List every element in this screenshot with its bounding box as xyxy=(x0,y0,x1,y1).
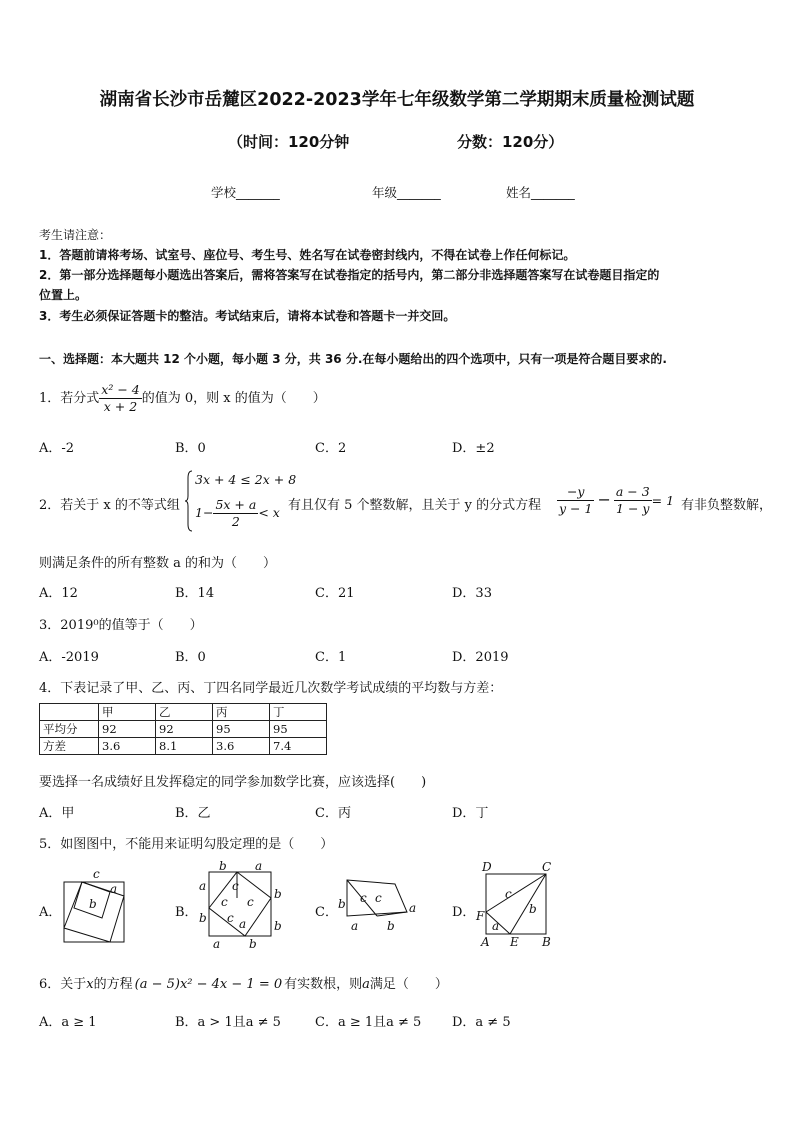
q1-option-a[interactable]: A．-2 xyxy=(39,441,75,456)
q5-option-c[interactable]: C． xyxy=(315,905,338,920)
q2-ineq2-fraction xyxy=(213,497,258,530)
q1-option-c[interactable]: C．2 xyxy=(315,441,347,456)
fig-b-label: b xyxy=(199,911,207,925)
q5-option-d[interactable]: D． xyxy=(452,905,476,920)
fig-d-label: B xyxy=(542,935,551,949)
school-field[interactable]: 学校_______ xyxy=(211,185,280,200)
q2-f2-den: 1 − y xyxy=(616,501,650,516)
fig-a-label: b xyxy=(89,897,97,911)
fig-d-label: E xyxy=(510,935,519,949)
q2-brace xyxy=(185,470,193,532)
table-cell xyxy=(40,704,99,721)
fig-d-label: a xyxy=(492,919,500,933)
note-3: 3．考生必须保证答题卡的整洁。考试结束后，请将本试卷和答题卡一并交回。 xyxy=(39,309,456,323)
note-1: 1．答题前请将考场、试室号、座位号、考生号、姓名写在试卷密封线内，不得在试卷上作任何标记。 xyxy=(39,248,576,262)
fig-c-label: a xyxy=(351,919,359,933)
table-cell: 8.1 xyxy=(156,738,213,755)
q2-option-a[interactable]: A．12 xyxy=(39,586,78,601)
fig-c-label: a xyxy=(409,901,417,915)
q2-f1-num: −y xyxy=(557,484,594,501)
fig-b-label: b xyxy=(219,859,227,873)
q2-equals: = 1 xyxy=(651,493,675,508)
fig-d-label: b xyxy=(529,902,537,916)
table-cell: 甲 xyxy=(99,704,156,721)
q3-option-b[interactable]: B．0 xyxy=(175,650,206,665)
q1-post: 的值为 0，则 x 的值为（ ） xyxy=(141,391,326,406)
q2-inequality-1: 3x + 4 ≤ 2x + 8 xyxy=(195,472,297,487)
fig-c-label: c xyxy=(360,891,367,905)
table-row xyxy=(40,704,327,721)
q5-option-a[interactable]: A． xyxy=(39,905,62,920)
q2-mid: 有且仅有 5 个整数解，且关于 y 的分式方程 xyxy=(288,498,542,513)
q6-var-a: a xyxy=(362,977,370,992)
table-cell: 92 xyxy=(156,721,213,738)
note-2: 2．第一部分选择题每小题选出答案后，需将答案写在试卷指定的括号内，第二部分非选择题答案写在试卷题目指定的 xyxy=(39,268,660,282)
figure-b xyxy=(197,858,287,954)
q2-ineq2-post: < x xyxy=(258,505,280,520)
page-title: 湖南省长沙市岳麓区2022-2023学年七年级数学第二学期期末质量检测试题 xyxy=(99,90,695,110)
q6-equation: (a − 5)x² − 4x − 1 = 0 xyxy=(134,977,283,992)
table-cell: 平均分 xyxy=(40,721,99,738)
table-cell: 乙 xyxy=(156,704,213,721)
figure-c xyxy=(335,870,421,936)
fig-a-label: c xyxy=(93,867,100,881)
q1-pre: 1．若分式 xyxy=(39,391,100,406)
question-4: 4．下表记录了甲、乙、丙、丁四名同学最近几次数学考试成绩的平均数与方差： xyxy=(39,681,503,696)
q2-inequality-2 xyxy=(195,497,280,530)
q2-option-d[interactable]: D．33 xyxy=(452,586,492,601)
q2-option-b[interactable]: B．14 xyxy=(175,586,215,601)
fig-b-label: b xyxy=(249,937,257,951)
q2-frac-1 xyxy=(557,484,594,517)
exam-score: 分数：120分） xyxy=(457,133,564,151)
q6-mid: 的方程 xyxy=(93,977,133,992)
fig-b-label: c xyxy=(232,879,239,893)
note-2-cont: 位置上。 xyxy=(39,288,88,302)
fig-b-label: b xyxy=(274,887,282,901)
section-heading: 一、选择题：本大题共 12 个小题，每小题 3 分，共 36 分.在每小题给出的四个选项中，只有一项是符合题目要求的. xyxy=(39,352,667,366)
q2-equation xyxy=(557,484,674,517)
q3-option-a[interactable]: A．-2019 xyxy=(39,650,99,665)
q6-option-a[interactable]: A．a ≥ 1 xyxy=(39,1015,97,1030)
fig-b-label: a xyxy=(239,917,247,931)
q3-option-d[interactable]: D．2019 xyxy=(452,650,509,665)
q6-option-c[interactable]: C．a ≥ 1且a ≠ 5 xyxy=(315,1015,422,1030)
q4-option-b[interactable]: B．乙 xyxy=(175,806,211,821)
table-cell: 95 xyxy=(213,721,270,738)
fig-b-label: a xyxy=(199,879,207,893)
q4-option-c[interactable]: C．丙 xyxy=(315,806,351,821)
q4-option-a[interactable]: A．甲 xyxy=(39,806,75,821)
question-6 xyxy=(39,973,448,992)
table-cell: 3.6 xyxy=(213,738,270,755)
fig-d-label: C xyxy=(542,860,552,874)
q4-option-d[interactable]: D．丁 xyxy=(452,806,489,821)
q6-pre: 6．关于 xyxy=(39,977,87,992)
q5-option-b[interactable]: B． xyxy=(175,905,198,920)
fig-c-label: b xyxy=(387,919,395,933)
name-field[interactable]: 姓名_______ xyxy=(506,185,575,200)
table-row xyxy=(40,721,327,738)
fig-a-label: a xyxy=(110,882,118,896)
fig-d-label: A xyxy=(481,935,490,949)
fig-c-label: c xyxy=(375,891,382,905)
fig-b-label: b xyxy=(274,919,282,933)
table-cell: 丙 xyxy=(213,704,270,721)
question-3: 3．2019⁰的值等于（ ） xyxy=(39,618,203,633)
table-cell: 方差 xyxy=(40,738,99,755)
q2-pre: 2．若关于 x 的不等式组 xyxy=(39,498,180,513)
fig-b-label: a xyxy=(255,859,263,873)
q2-ineq2-num: 5x + a xyxy=(215,497,257,512)
q2-frac-2 xyxy=(614,484,652,517)
q2-f1-den: y − 1 xyxy=(559,501,593,516)
q1-denominator: x + 2 xyxy=(103,399,138,414)
q3-option-c[interactable]: C．1 xyxy=(315,650,347,665)
question-1 xyxy=(39,381,326,417)
q2-ineq2-pre: 1− xyxy=(195,505,214,520)
figure-a xyxy=(60,866,132,946)
q1-option-b[interactable]: B．0 xyxy=(175,441,206,456)
grade-field[interactable]: 年级_______ xyxy=(372,185,441,200)
q2-minus: − xyxy=(597,490,611,509)
q6-post: 满足（ ） xyxy=(369,977,448,992)
table-cell: 丁 xyxy=(270,704,327,721)
question-5: 5．如图图中，不能用来证明勾股定理的是（ ） xyxy=(39,837,334,852)
q2-option-c[interactable]: C．21 xyxy=(315,586,355,601)
q2-f2-num: a − 3 xyxy=(615,484,650,499)
table-cell: 92 xyxy=(99,721,156,738)
q6-option-d[interactable]: D．a ≠ 5 xyxy=(452,1015,511,1030)
table-cell: 3.6 xyxy=(99,738,156,755)
fig-b-label: a xyxy=(213,937,221,951)
table-cell: 95 xyxy=(270,721,327,738)
q1-numerator: x² − 4 xyxy=(101,382,140,397)
fig-d-label: D xyxy=(482,860,492,874)
q6-option-b[interactable]: B．a > 1且a ≠ 5 xyxy=(175,1015,281,1030)
q4-after: 要选择一名成绩好且发挥稳定的同学参加数学比赛，应该选择( ) xyxy=(39,775,427,790)
q2-post: 有非负整数解， xyxy=(681,498,773,513)
figure-d xyxy=(472,858,558,952)
q6-var-x: x xyxy=(86,977,94,992)
notes-heading: 考生请注意： xyxy=(39,228,112,242)
q2-ineq2-den: 2 xyxy=(231,514,240,529)
scores-table xyxy=(39,703,327,755)
fig-b-label: c xyxy=(247,895,254,909)
q1-option-d[interactable]: D．±2 xyxy=(452,441,495,456)
q2-line2: 则满足条件的所有整数 a 的和为（ ） xyxy=(39,556,277,571)
q1-fraction xyxy=(99,382,141,415)
table-row xyxy=(40,738,327,755)
fig-d-label: F xyxy=(476,909,485,923)
q6-mid2: 有实数根，则 xyxy=(284,977,363,992)
fig-b-label: c xyxy=(221,895,228,909)
fig-b-label: c xyxy=(227,911,234,925)
table-cell: 7.4 xyxy=(270,738,327,755)
fig-d-label: c xyxy=(505,887,512,901)
exam-time: （时间：120分钟 xyxy=(228,133,350,151)
fig-c-label: b xyxy=(338,897,346,911)
